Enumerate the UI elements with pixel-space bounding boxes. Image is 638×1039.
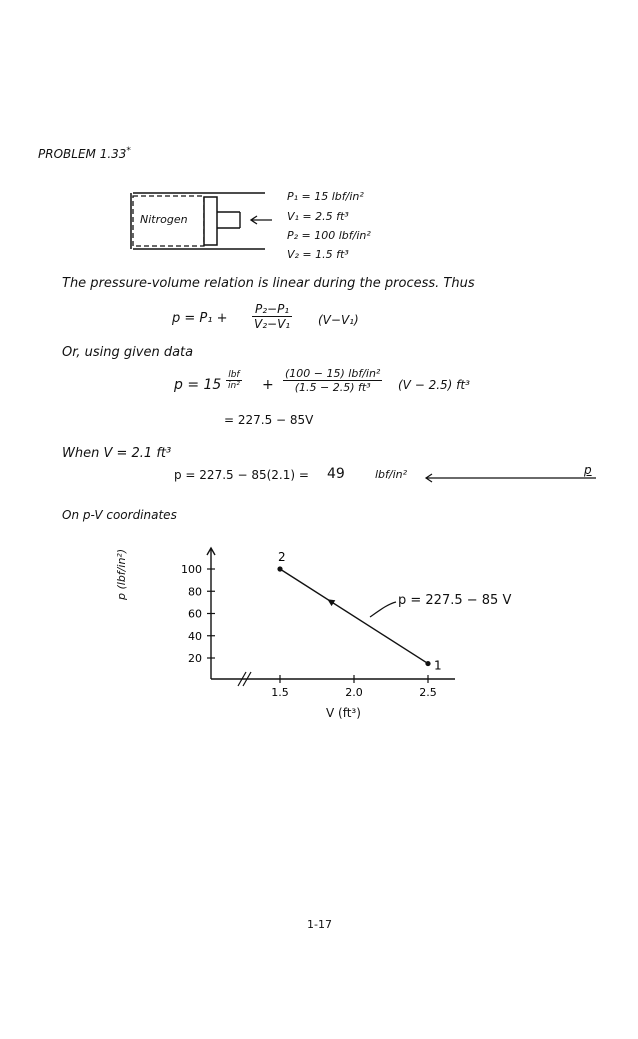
- annotation-leader: [370, 602, 396, 617]
- eq1-numerator: P₂−P₁: [252, 302, 292, 317]
- chart-annotation: p = 227.5 − 85 V: [398, 593, 512, 608]
- given-v2: V₂ = 1.5 ft³: [287, 248, 349, 261]
- relation-statement: The pressure-volume relation is linear during the process. Thus: [62, 276, 475, 291]
- eq2-plus: +: [262, 377, 274, 393]
- process-line: [280, 569, 428, 664]
- state-point: [277, 566, 282, 571]
- page-number: 1-17: [307, 918, 332, 931]
- eq1-denominator: V₂−V₁: [254, 317, 291, 331]
- eq2-rhs: (V − 2.5) ft³: [398, 378, 470, 392]
- answer-marker: p: [584, 463, 592, 477]
- direction-arrow: [327, 599, 335, 606]
- given-p1: P₁ = 15 lbf/in²: [287, 190, 364, 203]
- given-v1: V₁ = 2.5 ft³: [287, 210, 349, 223]
- eq2-lhs: p = 15: [174, 377, 222, 393]
- eq1-rhs: (V−V₁): [318, 313, 359, 327]
- x-tick-label: 2.5: [419, 686, 437, 699]
- x-tick-label: 1.5: [271, 686, 289, 699]
- eq1-lhs: p = P₁ +: [172, 311, 228, 326]
- y-tick-label: 40: [188, 629, 202, 643]
- x-tick-label: 2.0: [345, 686, 363, 699]
- given-data-intro: Or, using given data: [62, 345, 194, 360]
- problem-title: PROBLEM 1.33*: [38, 146, 131, 161]
- eq4-expression: p = 227.5 − 85(2.1) =: [174, 468, 309, 482]
- point-label: 2: [278, 550, 286, 564]
- y-tick-label: 60: [188, 607, 202, 621]
- y-tick-label: 100: [181, 563, 202, 576]
- eq3-simplified: = 227.5 − 85V: [224, 413, 314, 427]
- gas-label: Nitrogen: [140, 213, 188, 226]
- point-label: 1: [434, 658, 442, 673]
- eq4-result: 49: [327, 466, 345, 482]
- when-statement: When V = 2.1 ft³: [62, 446, 172, 461]
- state-point: [425, 661, 430, 666]
- y-tick-label: 80: [188, 585, 202, 599]
- y-tick-label: 20: [188, 652, 202, 665]
- eq2-unit-fraction: lbf in²: [228, 370, 240, 391]
- chart-xlabel: V (ft³): [326, 706, 361, 720]
- given-p2: P₂ = 100 lbf/in²: [287, 229, 371, 242]
- pv-intro: On p-V coordinates: [62, 508, 177, 522]
- eq2-numerator: (100 − 15) lbf/in²: [285, 367, 381, 380]
- eq2-denominator: (1.5 − 2.5) ft³: [294, 381, 371, 394]
- eq4-unit: lbf/in²: [375, 468, 408, 481]
- chart-ylabel: p (lbf/in²): [115, 548, 128, 600]
